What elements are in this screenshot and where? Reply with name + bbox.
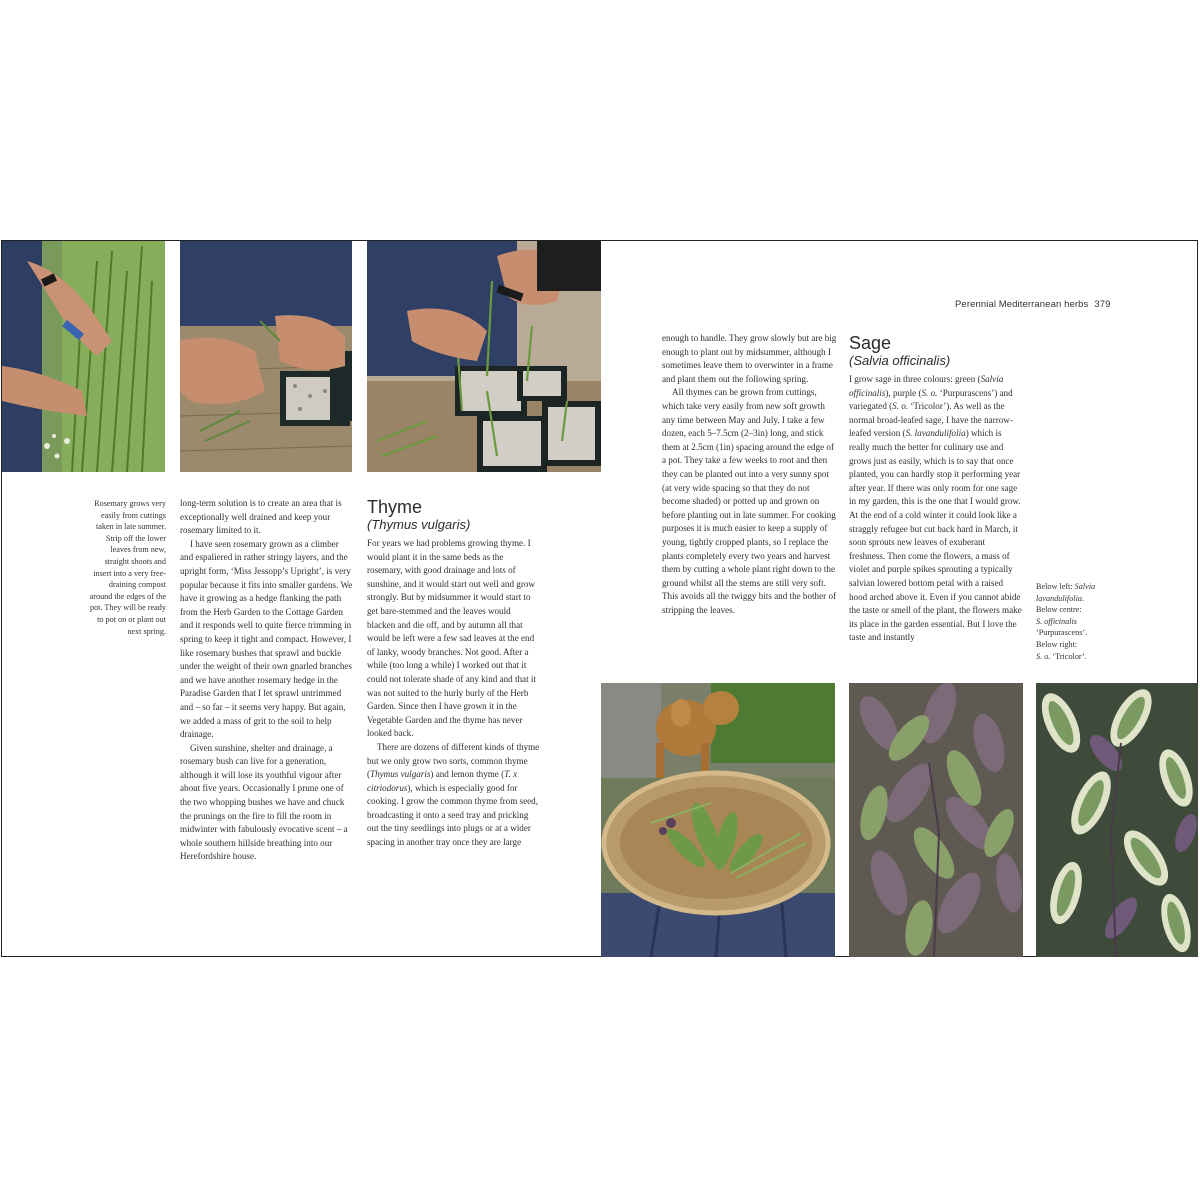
rosemary-paragraph-3: Given sunshine, shelter and drainage, a rosemary bush can live for a generation, although it will lose its youthful vigour after about five years. Occasionally I prune one of the two whopping bushes we have and chuck the prunings on the fire to fill the room in midwinter with fabulously evocative scent – a whole southern hillside breathing into our Herefordshire house.: [180, 742, 348, 862]
herb-basket-dog-photo: [601, 683, 835, 957]
inserting-cuttings-photo: [367, 241, 601, 472]
purple-sage-photo: [849, 683, 1023, 957]
sage-caption-line-6: S. o. ‘Tricolor’.: [1036, 651, 1087, 661]
thyme-continued-paragraph-2: All thymes can be grown from cuttings, which take very easily from new soft growth any time between May and July. I take a few dozen, each 5–7.5cm (2–3in) long, and stick them at 2.5cm (1in) spacing around the edge of a pot. They take a few weeks to root and then they can be planted out into a very sunny spot (at very wide spacing so that they do not become shaded) or potted up and grown on before planting out in late summer. For cooking purposes it is much easier to keep a supply of young, tightly cropped plants, so I replace the plants completely every two years and harvest them by cutting a whole plant right down to the ground whilst all the stems are still very soft. This avoids all the twiggy bits and the bother of stripping the leaves.: [662, 387, 837, 615]
sage-caption-line-4: ‘Purpurascens’.: [1036, 628, 1088, 638]
rosemary-paragraph-1: long-term solution is to create an area that is exceptionally well drained and keep your rosemary limited to it.: [180, 498, 342, 536]
thyme-continued-paragraph-1: enough to handle. They grow slowly but are big enough to plant out by midsummer, although I sometimes leave them to overwinter in a frame and plant them out the following spring.: [662, 333, 837, 384]
thyme-paragraph-1: For years we had problems growing thyme. I would plant it in the same beds as the rosemary, with good drainage and lots of sunshine, and it would start out well and grow strongly. But by midsummer it would start to get bare-stemmed and the leaves would blacken and die off, and by autumn all that would be left were a few sad leaves at the end of lanky, woody branches. Not good. After a while (too long a while) I worked out that it could not tolerate shade of any kind and that it was not suited to the hurly burly of the Herb Garden. Since then I have grown it in the Vegetable Garden and the thyme has never looked back.: [367, 538, 536, 739]
sage-text-column: [849, 373, 1023, 645]
page-number: 379: [1094, 299, 1111, 310]
sage-latin-name: (Salvia officinalis): [849, 353, 951, 368]
running-head-title: Perennial Mediterranean herbs: [955, 299, 1089, 310]
tricolor-sage-photo: [1036, 683, 1198, 957]
stripping-leaves-photo: [180, 241, 352, 472]
sage-caption-line-3: S. officinalis: [1036, 616, 1077, 626]
book-spread: [1, 240, 1198, 957]
sage-caption: [1036, 581, 1106, 662]
thyme-text-column: [367, 537, 541, 850]
rosemary-paragraph-2: I have seen rosemary grown as a climber and espaliered in rather stringy layers, and the upright form, ‘Miss Jessopp’s Upright’, is very popular because it fits into smaller gardens. We have it growing as a hedge flanking the path from the Herb Garden to the Cottage Garden and it responds well to quite fierce trimming in spring to keep it tight and compact. However, I like rosemary bushes that sprawl and buckle under the weight of their own gnarled branches and we have another rosemary hedge in the Paradise Garden that I let sprawl untrimmed and – so far – it seems very happy. But again, we added a mass of grit to the soil to help drainage.: [180, 538, 353, 740]
rosemary-cutting-photo: [2, 241, 165, 472]
sage-paragraph-1: I grow sage in three colours: green (Salvia officinalis), purple (S. o. ‘Purpurascens’) and variegated (S. o. ‘Tricolor’). As well as the normal broad-leafed sage, I have the narrow-leafed version (S. lavandulifolia) which is really much the better for culinary use and grows just as easily, which is to say that once planted, you can hardly stop it performing year after year. If there was only room for one sage in my garden, this is the one that I would grow. At the end of a cold winter it could look like a straggly refugee but cut back hard in March, it soon sprouts new leaves of exuberant freshness. Then come the flowers, a mass of violet and purple spikes sprouting a typically salvian lowered bottom petal with a raised hood arched above it. Even if you cannot abide the taste or smell of the plant, the flowers make its place in the garden essential. But I love the taste and instantly: [849, 374, 1022, 643]
rosemary-caption-text: Rosemary grows very easily from cuttings taken in late summer. Strip off the lower leaves from new, straight shoots and insert into a very free-draining compost around the edges of the pot. They will be ready to pot on or plant out next spring.: [89, 499, 166, 636]
thyme-continued-column: [662, 332, 837, 617]
rosemary-caption: [86, 498, 166, 637]
running-head: [955, 299, 1111, 310]
sage-heading: [849, 333, 950, 369]
sage-caption-line-2: Below centre:: [1036, 605, 1082, 615]
thyme-title: Thyme: [367, 497, 423, 517]
thyme-heading: [367, 497, 470, 533]
rosemary-text-column: [180, 497, 354, 864]
sage-title: Sage: [849, 333, 892, 353]
sage-caption-line-1: Below left: Salvia lavandulifolia.: [1036, 582, 1096, 603]
thyme-latin-name: (Thymus vulgaris): [367, 517, 471, 532]
thyme-paragraph-2: There are dozens of different kinds of thyme but we only grow two sorts, common thyme (Thymus vulgaris) and lemon thyme (T. x citriodorus), which is especially good for cooking. I grow the common thyme from seed, broadcasting it onto a seed tray and pricking out the tiny seedlings into plugs or at a wider spacing in another tray once they are large: [367, 741, 540, 848]
sage-caption-line-5: Below right:: [1036, 639, 1078, 649]
